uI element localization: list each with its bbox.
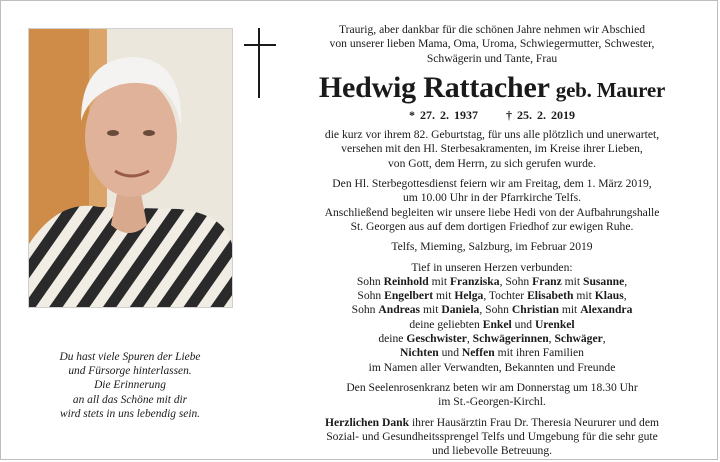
full-name: Hedwig Rattacher — [318, 70, 550, 104]
portrait-illustration — [29, 29, 232, 307]
thanks-line: Herzlichen Dank ihrer Hausärztin Frau Dr. Theresia Neururer und dem — [325, 415, 659, 429]
service-line: St. Georgen aus auf dem dortigen Friedhof zur ewigen Ruhe. — [350, 219, 634, 233]
intro-line: Schwägerin und Tante, Frau — [426, 51, 558, 65]
mourners-intro: Tief in unseren Herzen verbunden: — [411, 260, 573, 274]
memorial-poem — [25, 350, 235, 421]
mourner-line: Sohn Engelbert mit Helga, Tochter Elisabeth mit Klaus, — [357, 289, 627, 303]
life-dates — [283, 108, 701, 122]
birth-date: * 27. 2. 1937 — [409, 107, 478, 122]
rosary-line: im St.-Georgen-Kirchl. — [438, 395, 546, 409]
service-line: Anschließend begleiten wir unsere liebe Hedi von der Aufbahrungshalle — [324, 205, 660, 219]
portrait-photo — [28, 28, 233, 308]
cross-icon — [244, 28, 276, 98]
notice-text — [283, 23, 701, 458]
poem-line: und Fürsorge hinterlassen. — [68, 365, 192, 378]
passing-line: von Gott, dem Herrn, zu sich gerufen wurde. — [388, 156, 596, 170]
place-date: Telfs, Mieming, Salzburg, im Februar 2019 — [391, 240, 593, 254]
passing-line: die kurz vor ihrem 82. Geburtstag, für uns alle plötzlich und unerwartet, — [324, 128, 660, 142]
thanks-line: Sozial- und Gesundheitssprengel Telfs und Umgebung für die sehr gute — [326, 429, 658, 443]
poem-line: wird stets in uns lebendig sein. — [59, 407, 201, 420]
passing-line: versehen mit den Hl. Sterbesakramenten, im Kreise ihrer Lieben, — [341, 142, 643, 156]
mourner-line: Nichten und Neffen mit ihren Familien — [400, 346, 584, 360]
rosary-line: Den Seelenrosenkranz beten wir am Donnerstag um 18.30 Uhr — [346, 380, 638, 394]
intro-line: von unserer lieben Mama, Oma, Uroma, Schwiegermutter, Schwester, — [329, 37, 655, 51]
service-line: um 10.00 Uhr in der Pfarrkirche Telfs. — [403, 191, 581, 205]
thanks-line: und liebevolle Betreuung. — [431, 444, 553, 458]
mourner-line: Sohn Reinhold mit Franziska, Sohn Franz mit Susanne, — [356, 274, 628, 288]
mourner-line: deine Geschwister, Schwägerinnen, Schwäger, — [378, 332, 606, 346]
intro-line: Traurig, aber dankbar für die schönen Jahre nehmen wir Abschied — [338, 23, 646, 36]
deceased-name — [283, 71, 701, 107]
death-date: † 25. 2. 2019 — [506, 107, 575, 122]
mourner-line: im Namen aller Verwandten, Bekannten und Freunde — [368, 360, 616, 374]
poem-line: Die Erinnerung — [94, 379, 166, 392]
poem-line: an all das Schöne mit dir — [72, 393, 188, 406]
mourner-line: deine geliebten Enkel und Urenkel — [409, 317, 575, 331]
maiden-name: geb. Maurer — [555, 77, 666, 102]
mourner-line: Sohn Andreas mit Daniela, Sohn Christian mit Alexandra — [351, 303, 633, 317]
poem-line: Du hast viele Spuren der Liebe — [59, 351, 201, 363]
service-line: Den Hl. Sterbegottesdienst feiern wir am Freitag, dem 1. März 2019, — [332, 177, 652, 191]
